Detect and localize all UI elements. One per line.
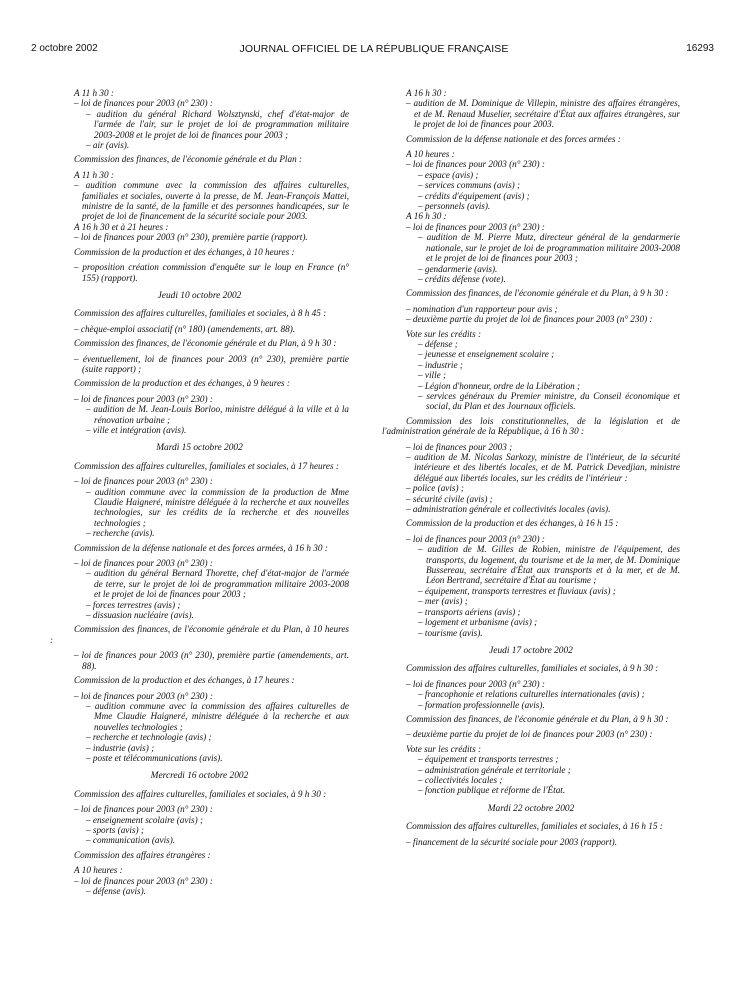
agenda-item: – audition de M. Gilles de Robien, ministre de l'équipement, des transports, du logement, du tourisme et de la mer, de M. Dominique Bussereau, secrétaire d'État aux transports et à la mer, et de M. Léon Bertrand, secrétaire d'État au tourisme ; — [418, 544, 680, 586]
left-column — [50, 88, 349, 896]
agenda-item: – crédits défense (vote). — [418, 273, 506, 284]
agenda-item: – services généraux du Premier ministre, du Conseil économique et social, du Plan et des Journaux officiels. — [418, 390, 680, 412]
agenda-item: – mer (avis) ; — [418, 596, 468, 607]
time-line: A 16 h 30 : — [406, 211, 447, 222]
agenda-item: – police (avis) ; — [406, 483, 464, 494]
agenda-item: – administration générale et collectivités locales (avis). — [406, 504, 611, 515]
agenda-item: – audition de M. Dominique de Villepin, ministre des affaires étrangères, et de M. Renaud Muselier, secrétaire d'État aux affaires étrangères, sur le projet de loi de finances pour 2003. — [406, 98, 680, 130]
date-heading: Mercredi 16 octobre 2002 — [150, 771, 249, 782]
agenda-item: – loi de finances pour 2003 (n° 230) : — [74, 804, 213, 815]
agenda-item: – industrie (avis) ; — [86, 742, 155, 753]
agenda-item: – audition de M. Pierre Mutz, directeur général de la gendarmerie nationale, sur le projet de loi de programmation militaire 2003-2008 et le projet de loi de finances pour 2003 ; — [418, 232, 680, 264]
agenda-item: – dissuasion nucléaire (avis). — [86, 610, 194, 621]
commission-heading: Commission de la production et des échanges, à 16 h 15 : — [406, 518, 619, 529]
agenda-item: – services communs (avis) ; — [418, 180, 521, 191]
agenda-item: – ville ; — [418, 370, 447, 381]
agenda-item: – loi de finances pour 2003 (n° 230) : — [74, 393, 213, 404]
agenda-item: – recherche et technologie (avis) ; — [86, 732, 212, 743]
agenda-item: – deuxième partie du projet de loi de finances pour 2003 (n° 230) : — [406, 314, 653, 325]
commission-heading: Commission des affaires étrangères : — [74, 849, 211, 860]
agenda-item: – communication (avis). — [86, 835, 176, 846]
agenda-item: – administration générale et territoriale ; — [418, 764, 571, 775]
page-header — [0, 0, 748, 60]
agenda-item: – poste et télécommunications (avis). — [86, 752, 223, 763]
agenda-item: – espace (avis) ; — [418, 169, 479, 180]
time-line: A 10 heures : — [74, 865, 123, 876]
agenda-item: – audition du général Richard Wolsztynski, chef d'état-major de l'armée de l'air, sur le projet de loi de programmation militaire 2003-2008 et le projet de loi de finances pour 2003 ; — [86, 108, 349, 140]
agenda-item: – recherche (avis). — [86, 528, 155, 539]
agenda-item: – audition commune avec la commission des affaires culturelles de Mme Claudie Haigneré, ministre déléguée à la recherche et aux nouvelles technologies ; — [86, 700, 349, 732]
agenda-item: – audition commune avec la commission de la production de Mme Claudie Haigneré, ministre déléguée à la recherche et aux nouvelles technologies, sur les crédits de la recherche et des nouvelles technologies ; — [86, 486, 349, 528]
agenda-item: – air (avis). — [86, 140, 130, 151]
commission-heading: Commission des lois constitutionnelles, de la législation et de l'administration générale de la République, à 16 h 30 : — [382, 415, 680, 437]
header-date: 2 octobre 2002 — [31, 43, 98, 54]
time-line: Vote sur les crédits : — [406, 328, 482, 339]
journal-title: JOURNAL OFFICIEL DE LA RÉPUBLIQUE FRANÇAISE — [239, 43, 509, 55]
commission-heading: Commission des finances, de l'économie générale et du Plan : — [74, 154, 303, 165]
commission-heading: Commission des affaires culturelles, familiales et sociales, à 17 heures : — [74, 460, 339, 471]
date-heading: Jeudi 17 octobre 2002 — [489, 645, 573, 656]
agenda-item: – fonction publique et réforme de l'État. — [418, 785, 566, 796]
agenda-item: – crédits d'équipement (avis) ; — [418, 190, 530, 201]
agenda-item: – loi de finances pour 2003 (n° 230) : — [74, 558, 213, 569]
agenda-item: – loi de finances pour 2003 (n° 230) : — [74, 476, 213, 487]
commission-heading: Commission des finances, de l'économie générale et du Plan, à 9 h 30 : — [406, 288, 669, 299]
time-line: A 16 h 30 : — [406, 88, 447, 98]
agenda-item: – financement de la sécurité sociale pour 2003 (rapport). — [406, 836, 618, 847]
date-heading: Mardi 22 octobre 2002 — [487, 803, 575, 814]
agenda-item: – loi de finances pour 2003 (n° 230) : — [406, 533, 545, 544]
agenda-item: – défense ; — [418, 338, 458, 349]
agenda-item: – nomination d'un rapporteur pour avis ; — [406, 303, 558, 314]
right-column — [382, 88, 680, 847]
commission-heading: Commission des affaires culturelles, familiales et sociales, à 9 h 30 : — [406, 663, 659, 674]
commission-heading: Commission des affaires culturelles, familiales et sociales, à 9 h 30 : — [74, 788, 327, 799]
commission-heading: Commission des affaires culturelles, familiales et sociales, à 8 h 45 : — [74, 308, 327, 319]
agenda-item: – tourisme (avis). — [418, 627, 483, 638]
date-heading: Jeudi 10 octobre 2002 — [157, 290, 242, 301]
agenda-item: – Légion d'honneur, ordre de la Libération ; — [418, 380, 581, 391]
commission-heading: Commission de la production et des échanges, à 10 heures : — [74, 246, 295, 257]
agenda-item: – formation professionnelle (avis). — [418, 699, 545, 710]
commission-heading: Commission des affaires culturelles, familiales et sociales, à 16 h 15 : — [406, 821, 663, 832]
commission-heading: Commission des finances, de l'économie générale et du Plan, à 10 heures : — [50, 624, 349, 645]
agenda-item: – deuxième partie du projet de loi de finances pour 2003 (n° 230) : — [406, 729, 653, 740]
agenda-item: – francophonie et relations culturelles internationales (avis) ; — [418, 689, 645, 700]
commission-heading: Commission de la production et des échanges, à 17 heures : — [74, 675, 295, 686]
agenda-item: – loi de finances pour 2003 ; — [406, 441, 513, 452]
agenda-item: – loi de finances pour 2003 (n° 230) : — [74, 98, 213, 109]
agenda-item: – loi de finances pour 2003 (n° 230) : — [406, 221, 545, 232]
agenda-item: – éventuellement, loi de finances pour 2003 (n° 230), première partie (suite rapport) ; — [74, 353, 349, 374]
agenda-item: – audition du général Bernard Thorette, chef d'état-major de l'armée de terre, sur le projet de loi de programmation militaire 2003-2008 et le projet de loi de finances pour 2003 ; — [86, 568, 349, 600]
agenda-item: – sports (avis) ; — [86, 824, 144, 835]
agenda-item: – audition commune avec la commission des affaires culturelles, familiales et sociales, ouverte à la presse, de M. Jean-François Mattei, ministre de la santé, de la famille et des personnes handicapées, sur le projet de loi de financement de la sécurité sociale pour 2003. — [74, 180, 349, 222]
agenda-item: – loi de finances pour 2003 (n° 230), première partie (rapport). — [74, 232, 308, 243]
agenda-item: – ville et intégration (avis). — [86, 424, 187, 435]
agenda-item: – industrie ; — [418, 359, 463, 370]
commission-heading: Commission de la défense nationale et des forces armées : — [406, 133, 621, 144]
agenda-item: – audition de M. Jean-Louis Borloo, ministre délégué à la ville et à la rénovation urbaine ; — [86, 404, 349, 425]
agenda-item: – loi de finances pour 2003 (n° 230) : — [74, 690, 213, 701]
agenda-item: – personnels (avis). — [418, 201, 491, 212]
agenda-item: – forces terrestres (avis) ; — [86, 599, 181, 610]
agenda-item: – sécurité civile (avis) ; — [406, 493, 493, 504]
agenda-item: – loi de finances pour 2003 (n° 230), première partie (amendements, art. 88). — [74, 650, 349, 671]
agenda-item: – loi de finances pour 2003 (n° 230) : — [406, 678, 545, 689]
agenda-item: – loi de finances pour 2003 (n° 230) : — [74, 875, 213, 886]
time-line: A 16 h 30 et à 21 heures : — [74, 221, 169, 232]
page-number: 16293 — [686, 43, 714, 54]
agenda-item: – équipement, transports terrestres et fluviaux (avis) ; — [418, 585, 616, 596]
time-line: A 11 h 30 : — [74, 169, 114, 180]
date-heading: Mardi 15 octobre 2002 — [156, 443, 243, 454]
agenda-item: – transports aériens (avis) ; — [418, 606, 521, 617]
agenda-item: – gendarmerie (avis). — [418, 263, 498, 274]
commission-heading: Commission de la défense nationale et des forces armées, à 16 h 30 : — [74, 542, 328, 553]
agenda-item: – loi de finances pour 2003 (n° 230) : — [406, 159, 545, 170]
commission-heading: Commission de la production et des échanges, à 9 heures : — [74, 378, 290, 389]
agenda-item: – proposition création commission d'enquête sur le loup en France (n° 155) (rapport). — [74, 262, 349, 283]
agenda-item: – chèque-emploi associatif (n° 180) (amendements, art. 88). — [74, 323, 296, 334]
agenda-item: – équipement et transports terrestres ; — [418, 754, 559, 765]
time-line: A 10 heures : — [406, 149, 455, 160]
time-line: A 11 h 30 : — [74, 88, 114, 98]
agenda-item: – collectivités locales ; — [418, 774, 503, 785]
commission-heading: Commission des finances, de l'économie générale et du Plan, à 9 h 30 : — [406, 713, 669, 724]
agenda-item: – logement et urbanisme (avis) ; — [418, 617, 538, 628]
agenda-item: – défense (avis). — [86, 886, 146, 896]
time-line: Vote sur les crédits : — [406, 743, 482, 754]
commission-heading: Commission des finances, de l'économie générale et du Plan, à 9 h 30 : — [74, 338, 337, 349]
agenda-item: – audition de M. Nicolas Sarkozy, ministre de l'intérieur, de la sécurité intérieure et des libertés locales, et de M. Patrick Devedjian, ministre délégué aux libertés locales, sur les crédits de l'intérieur : — [406, 452, 680, 483]
agenda-item: – enseignement scolaire (avis) ; — [86, 814, 204, 825]
agenda-item: – jeunesse et enseignement scolaire ; — [418, 349, 555, 360]
